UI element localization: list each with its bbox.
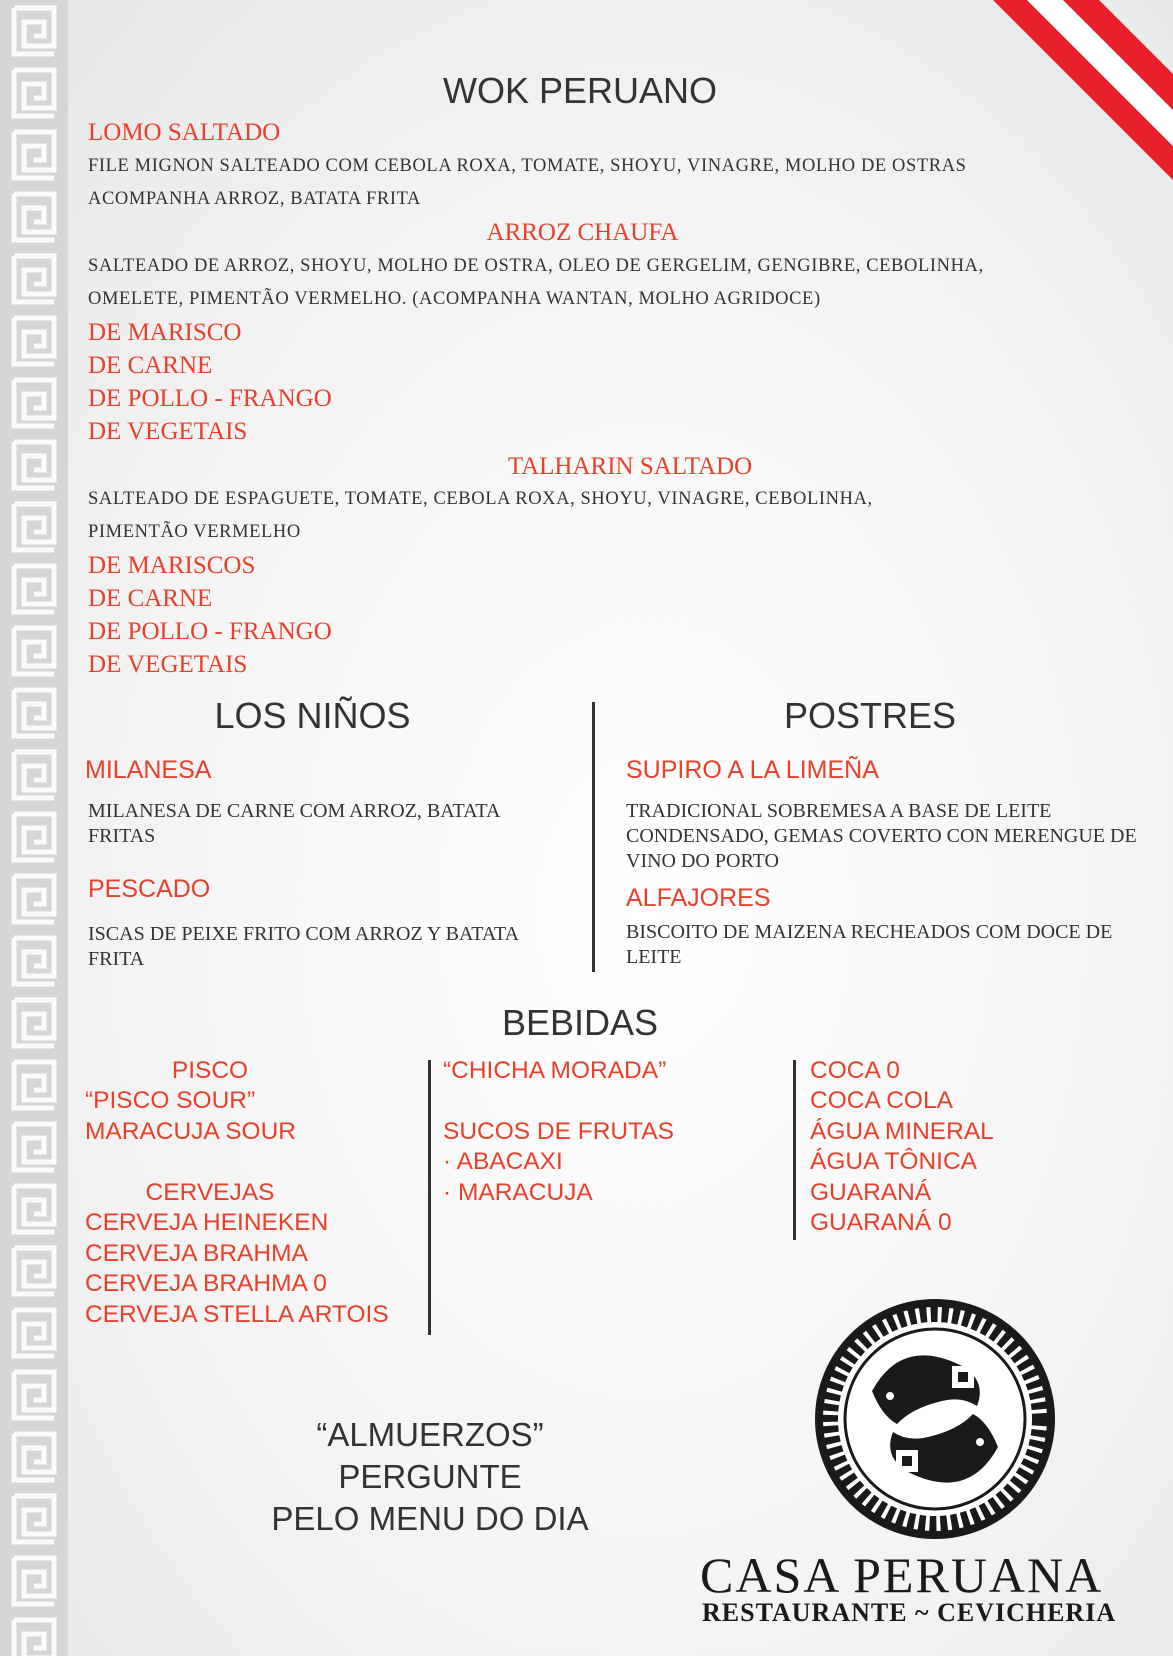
drink-item: “PISCO SOUR” <box>85 1087 256 1114</box>
drink-item: CERVEJA BRAHMA 0 <box>85 1270 327 1297</box>
footer-almuerzos: “ALMUERZOS” <box>316 1416 544 1453</box>
logo-subtitle: RESTAURANTE ~ CEVICHERIA <box>702 1598 1117 1627</box>
dish-description: SALTEADO DE ARROZ, SHOYU, MOLHO DE OSTRA, OLEO DE GERGELIM, GENGIBRE, CEBOLINHA, <box>88 256 984 276</box>
drink-item: MARACUJA SOUR <box>85 1118 297 1145</box>
section-title-bebidas: BEBIDAS <box>501 1002 659 1043</box>
dish-option: DE POLLO - FRANGO <box>88 385 332 412</box>
column-divider <box>592 702 595 972</box>
drink-item: CERVEJA BRAHMA <box>85 1240 308 1267</box>
footer-menu-do-dia: PELO MENU DO DIA <box>271 1500 589 1537</box>
dish-arroz-chaufa: ARROZ CHAUFA <box>486 219 679 246</box>
dish-pescado: PESCADO <box>88 875 211 903</box>
dish-description: SALTEADO DE ESPAGUETE, TOMATE, CEBOLA ROXA, SHOYU, VINAGRE, CEBOLINHA, <box>88 489 873 509</box>
drink-item: COCA COLA <box>810 1087 953 1114</box>
dish-talharin-saltado: TALHARIN SALTADO <box>507 453 753 480</box>
dish-alfajores: ALFAJORES <box>626 884 771 912</box>
dish-option: DE CARNE <box>88 585 213 612</box>
dish-description: PIMENTÃO VERMELHO <box>88 522 301 542</box>
column-divider <box>428 1060 431 1335</box>
section-title-wok: WOK PERUANO <box>442 70 718 111</box>
drink-item: COCA 0 <box>810 1057 900 1084</box>
dish-description: OMELETE, PIMENTÃO VERMELHO. (ACOMPANHA WANTAN, MOLHO AGRIDOCE) <box>88 289 821 309</box>
dish-milanesa: MILANESA <box>85 756 212 784</box>
dish-description: ACOMPANHA ARROZ, BATATA FRITA <box>88 189 422 209</box>
dish-supiro: SUPIRO A LA LIMEÑA <box>626 756 879 784</box>
footer-pergunte: PERGUNTE <box>338 1458 522 1495</box>
drink-heading-sucos: SUCOS DE FRUTAS <box>443 1118 674 1145</box>
drink-item: CERVEJA HEINEKEN <box>85 1209 329 1236</box>
dish-option: DE MARISCO <box>88 319 242 346</box>
drink-item: · ABACAXI <box>443 1148 563 1175</box>
dish-option: DE CARNE <box>88 352 213 379</box>
drink-item: CERVEJA STELLA ARTOIS <box>85 1301 389 1328</box>
dish-lomo-saltado: LOMO SALTADO <box>88 119 281 146</box>
dish-option: DE POLLO - FRANGO <box>88 618 332 645</box>
column-divider <box>793 1060 796 1240</box>
dish-option: DE MARISCOS <box>88 552 256 579</box>
dish-description: MILANESA DE CARNE COM ARROZ, BATATA FRITAS <box>88 800 500 847</box>
section-title-ninos: LOS NIÑOS <box>214 695 411 736</box>
dish-option: DE VEGETAIS <box>88 651 248 678</box>
drink-heading-pisco: PISCO <box>171 1057 249 1084</box>
drink-item: ÁGUA TÔNICA <box>810 1148 978 1175</box>
dish-description: BISCOITO DE MAIZENA RECHEADOS COM DOCE DE LEITE <box>626 921 1113 968</box>
drink-item: GUARANÁ <box>810 1179 932 1206</box>
drink-item: GUARANÁ 0 <box>810 1209 952 1236</box>
logo-name: CASA PERUANA <box>700 1547 1104 1603</box>
dish-description: FILE MIGNON SALTEADO COM CEBOLA ROXA, TOMATE, SHOYU, VINAGRE, MOLHO DE OSTRAS <box>88 156 967 176</box>
drink-heading-cervejas: CERVEJAS <box>145 1179 275 1206</box>
dish-description: ISCAS DE PEIXE FRITO COM ARROZ Y BATATA FRITA <box>88 923 518 970</box>
section-title-postres: POSTRES <box>783 695 957 736</box>
drink-item: ÁGUA MINERAL <box>810 1118 994 1145</box>
drink-item: “CHICHA MORADA” <box>443 1057 667 1084</box>
dish-option: DE VEGETAIS <box>88 418 248 445</box>
casa-peruana-logo-emblem <box>812 1296 1058 1542</box>
drink-item: · MARACUJA <box>443 1179 593 1206</box>
dish-description: TRADICIONAL SOBREMESA A BASE DE LEITE CONDENSADO, GEMAS COVERTO CON MERENGUE DE VINO DO PORTO <box>626 800 1137 872</box>
